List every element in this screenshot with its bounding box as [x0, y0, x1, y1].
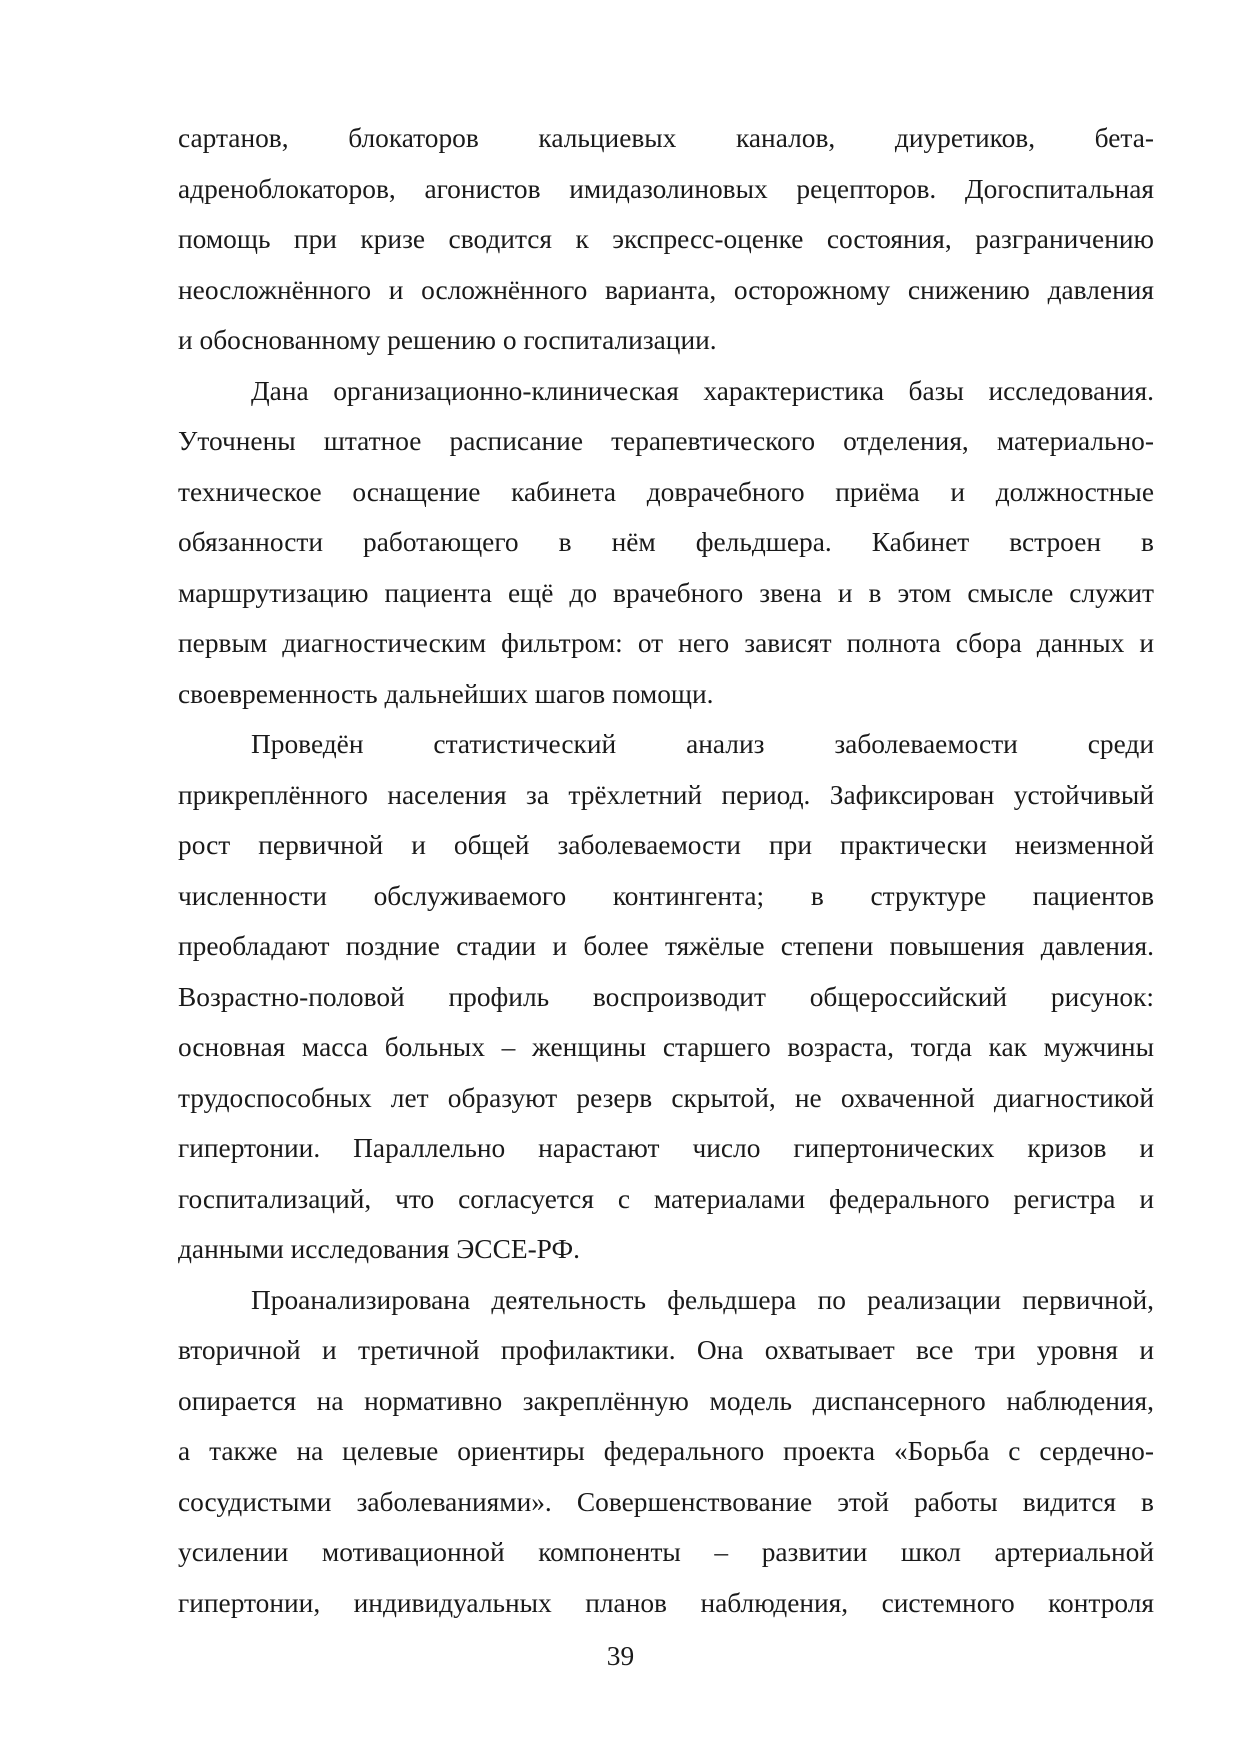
- paragraph-4: [178, 1275, 1154, 1629]
- text-line: помощь при кризе сводится к экспресс-оценке состояния, разграничению: [178, 224, 1154, 254]
- body-text: [178, 113, 1154, 1628]
- text-line: Проанализирована деятельность фельдшера по реализации первичной,: [251, 1284, 1154, 1315]
- text-line: маршрутизацию пациента ещё до врачебного звена и в этом смысле служит: [178, 577, 1154, 608]
- text-line: данными исследования ЭССЕ-РФ.: [178, 1234, 580, 1264]
- text-line: своевременность дальнейших шагов помощи.: [178, 678, 714, 709]
- text-line: гипертонии. Параллельно нарастают число гипертонических кризов и: [178, 1133, 1154, 1163]
- paragraph-3: [178, 719, 1154, 1275]
- text-line: и обоснованному решению о госпитализации.: [178, 325, 717, 355]
- text-line: техническое оснащение кабинета доврачебного приёма и должностные: [178, 476, 1154, 507]
- text-line: вторичной и третичной профилактики. Она охватывает все три уровня и: [178, 1335, 1154, 1365]
- text-line: преобладают поздние стадии и более тяжёлые степени повышения давления.: [178, 931, 1154, 961]
- text-line: усилении мотивационной компоненты – развитии школ артериальной: [178, 1537, 1154, 1567]
- text-line: Дана организационно-клиническая характеристика базы исследования.: [251, 375, 1154, 406]
- page-number: 39: [606, 1641, 635, 1671]
- paragraph-1: [178, 113, 1154, 366]
- text-line: Уточнены штатное расписание терапевтического отделения, материально-: [178, 426, 1154, 456]
- text-line: гипертонии, индивидуальных планов наблюдения, системного контроля: [178, 1587, 1154, 1618]
- text-line: Проведён статистический анализ заболеваемости среди: [251, 729, 1154, 759]
- text-line: рост первичной и общей заболеваемости при практически неизменной: [178, 830, 1154, 860]
- text-line: а также на целевые ориентиры федерального проекта «Борьба с сердечно-: [178, 1436, 1154, 1466]
- text-line: обязанности работающего в нём фельдшера. Кабинет встроен в: [178, 527, 1154, 557]
- text-line: трудоспособных лет образуют резерв скрытой, не охваченной диагностикой: [178, 1082, 1154, 1113]
- text-line: численности обслуживаемого контингента; в структуре пациентов: [178, 880, 1154, 911]
- text-line: Возрастно-половой профиль воспроизводит общероссийский рисунок:: [178, 981, 1154, 1012]
- text-line: опирается на нормативно закреплённую модель диспансерного наблюдения,: [178, 1385, 1154, 1416]
- text-line: прикреплённого населения за трёхлетний период. Зафиксирован устойчивый: [178, 779, 1154, 810]
- text-line: адреноблокаторов, агонистов имидазолиновых рецепторов. Догоспитальная: [178, 173, 1154, 204]
- text-line: первым диагностическим фильтром: от него зависят полнота сбора данных и: [178, 628, 1154, 658]
- text-line: основная масса больных – женщины старшего возраста, тогда как мужчины: [178, 1032, 1154, 1062]
- paragraph-2: [178, 366, 1154, 720]
- text-line: госпитализаций, что согласуется с материалами федерального регистра и: [178, 1183, 1154, 1214]
- text-line: сосудистыми заболеваниями». Совершенствование этой работы видится в: [178, 1486, 1154, 1517]
- text-line: сартанов, блокаторов кальциевых каналов, диуретиков, бета-: [178, 123, 1154, 153]
- text-line: неосложнённого и осложнённого варианта, осторожному снижению давления: [178, 274, 1154, 305]
